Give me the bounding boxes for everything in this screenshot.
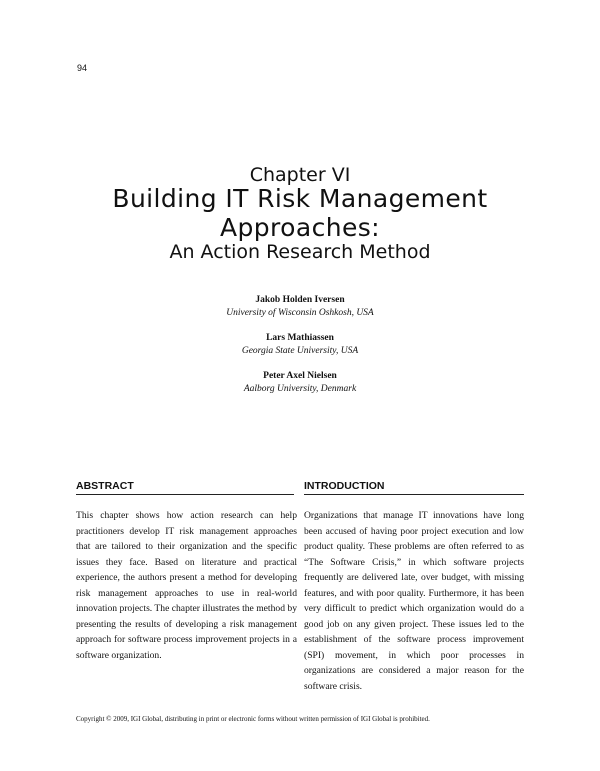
author-affiliation: University of Wisconsin Oshkosh, USA [226,308,374,318]
abstract-text: This chapter shows how action research can help practitioners develop IT risk management approaches that are tailored to their organization and the specific issues they face. Based on literature and practical experience, the authors present a method for developing risk management approaches to use in real-world innovation projects. The chapter illustrates the method by presenting the results of developing a risk management approach for software process improvement projects in a software organization. [76,510,297,661]
chapter-title-line1: Building IT Risk Management [112,184,488,213]
chapter-label: Chapter VI [249,164,351,186]
author-name: Jakob Holden Iversen [255,295,345,305]
chapter-title-line2: Approaches: [219,213,380,242]
copyright-notice: Copyright © 2009, IGI Global, distributing in print or electronic forms without written permission of IGI Global is prohibited. [76,715,430,723]
page-number: 94 [77,63,88,73]
author-name: Peter Axel Nielsen [263,371,337,381]
author-affiliation: Georgia State University, USA [241,346,359,356]
author-name: Lars Mathiassen [266,333,334,343]
author-block [0,370,600,396]
chapter-subtitle: An Action Research Method [169,241,431,263]
author-affiliation: Aalborg University, Denmark [243,384,357,394]
author-block [0,332,600,358]
author-block [0,294,600,320]
introduction-text: Organizations that manage IT innovations have long been accused of having poor project execution and low product quality. These problems are often referred to as “The Software Crisis,” in which software projects frequently are delivered late, over budget, with missing features, and with poor quality. Furthermore, it has been very difficult to predict which organization would do a good job on any given project. These issues led to the establishment of the software process improvement (SPI) movement, in which poor processes in organizations are considered a major reason for the software crisis. [304,510,524,692]
introduction-heading: INTRODUCTION [304,480,524,495]
abstract-heading: ABSTRACT [76,480,294,495]
